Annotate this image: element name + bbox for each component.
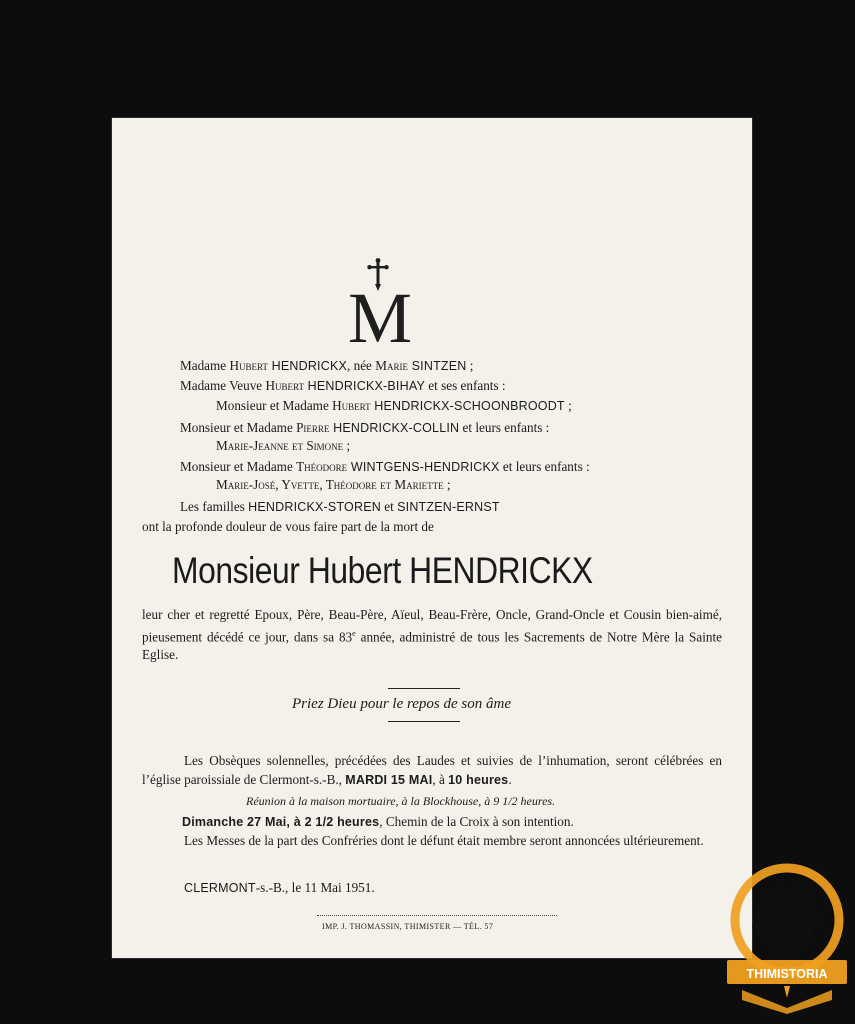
svg-text:M: M [347, 278, 413, 348]
family-line-8: Les familles HENDRICKX-STOREN et SINTZEN-ERNST [180, 499, 500, 514]
masses-note: Les Messes de la part des Confréries dont le défunt était membre seront annoncées ultérieurement. [184, 833, 704, 848]
family-line-5: Marie-Jeanne et Simone ; [216, 438, 351, 453]
family-line-3: Monsieur et Madame Hubert HENDRICKX-SCHOONBROODT ; [216, 398, 572, 413]
printer-separator [317, 915, 557, 916]
thimistoria-watermark-icon [722, 858, 852, 1014]
funeral-details: Les Obsèques solennelles, précédées des Laudes et suivies de l’inhumation, seront célébrées en l’église paroissiale de Clermont-s.-B., MARDI 15 MAI, à 10 heures. [142, 753, 722, 787]
marian-monogram-icon [340, 258, 420, 348]
family-line-1: Madame Hubert HENDRICKX, née Marie SINTZEN ; [180, 358, 474, 373]
svg-text:THIMISTORIA: THIMISTORIA [746, 967, 828, 981]
deceased-description: leur cher et regretté Epoux, Père, Beau-Père, Aïeul, Beau-Frère, Oncle, Grand-Oncle et Cousin bien-aimé, pieusement décédé ce jour, dans sa 83e année, administré de tous les Sacrements de Notre Mère la Sainte Eglise. [142, 607, 722, 663]
announcement-intro: ont la profonde douleur de vous faire part de la mort de [142, 519, 434, 534]
deceased-name: Monsieur Hubert HENDRICKX [172, 550, 593, 591]
sunday-service: Dimanche 27 Mai, à 2 1/2 heures, Chemin de la Croix à son intention. [182, 814, 574, 829]
place-date: CLERMONT-s.-B., le 11 Mai 1951. [184, 880, 375, 895]
family-line-2: Madame Veuve Hubert HENDRICKX-BIHAY et ses enfants : [180, 378, 506, 393]
divider-top [388, 688, 460, 689]
prayer-line: Priez Dieu pour le repos de son âme [292, 696, 511, 712]
family-line-4: Monsieur et Madame Pierre HENDRICKX-COLLIN et leurs enfants : [180, 420, 550, 435]
family-line-6: Monsieur et Madame Théodore WINTGENS-HENDRICKX et leurs enfants : [180, 459, 590, 474]
gathering-note: Réunion à la maison mortuaire, à la Blockhouse, à 9 1/2 heures. [246, 794, 556, 808]
death-notice-card [112, 118, 752, 958]
divider-bottom [388, 721, 460, 722]
printer-credit: IMP. J. THOMASSIN, THIMISTER — TÉL. 57 [322, 922, 494, 931]
family-line-7: Marie-José, Yvette, Théodore et Mariette ; [216, 477, 451, 492]
